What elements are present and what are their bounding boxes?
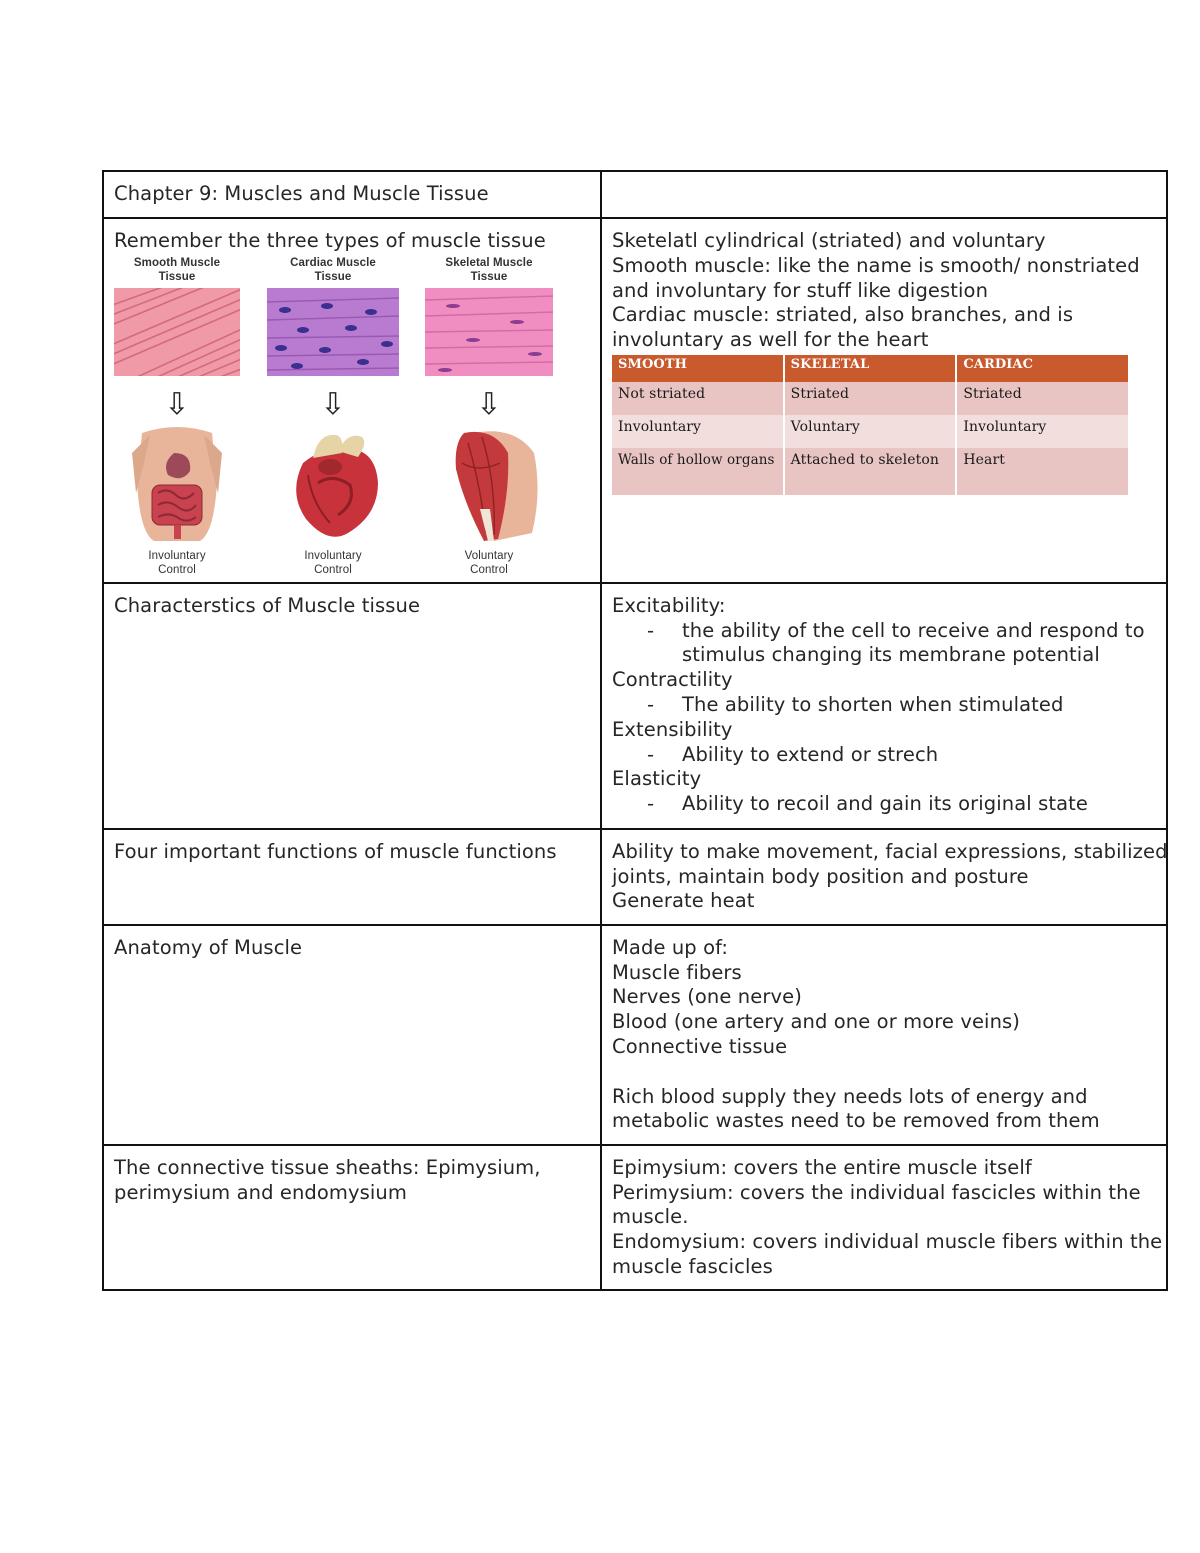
down-arrow-icon: ⇩ [164, 386, 190, 422]
note-line: Generate heat [612, 889, 755, 913]
note-line: joints, maintain body position and posture [612, 864, 1029, 888]
comparison-cell: Involuntary [955, 415, 1128, 448]
note-line: Ability to make movement, facial expressions, stabilized [612, 839, 1168, 863]
row-heading: Characterstics of Muscle tissue [114, 593, 421, 617]
note-line: Made up of: [612, 935, 729, 959]
table-row [103, 583, 1167, 829]
cardiac-muscle-micrograph [267, 288, 399, 376]
control-caption: Control [470, 564, 508, 577]
row-heading: Remember the three types of muscle tissue [114, 229, 546, 252]
chapter-title: Chapter 9: Muscles and Muscle Tissue [114, 182, 489, 205]
note-line: Epimysium: covers the entire muscle itself [612, 1155, 1032, 1179]
cell-functions-notes [601, 829, 1167, 925]
note-line: Sketelatl cylindrical (striated) and voluntary [612, 229, 1046, 252]
down-arrow-icon: ⇩ [320, 386, 346, 422]
comparison-cell: Not striated [618, 385, 706, 402]
dash-bullet: - [647, 692, 655, 716]
note-line: Perimysium: covers the individual fascicles within the [612, 1180, 1141, 1204]
muscle-comparison-table [612, 355, 1128, 495]
row-heading: perimysium and endomysium [114, 1180, 407, 1204]
row-heading: Four important functions of muscle functions [114, 839, 557, 863]
comparison-cell: Heart [955, 448, 1128, 495]
comparison-header [612, 355, 1128, 382]
cell-empty [601, 171, 1167, 218]
note-line: Smooth muscle: like the name is smooth/ nonstriated [612, 253, 1140, 277]
cell-characteristics [103, 583, 601, 829]
cell-sheaths-notes [601, 1145, 1167, 1290]
comparison-row [612, 415, 1128, 448]
note-line: Rich blood supply they needs lots of energy and [612, 1084, 1088, 1108]
bullet-item [612, 792, 1156, 817]
note-line: Extensibility [612, 717, 733, 741]
cell-characteristics-notes [601, 583, 1167, 829]
bullet-text: stimulus changing its membrane potential [682, 643, 1100, 667]
comparison-cell: Walls of hollow organs [618, 451, 775, 468]
tissue-caption: Tissue [314, 270, 352, 283]
note-line: Cardiac muscle: striated, also branches, and is [612, 303, 1074, 327]
skeletal-muscle-micrograph [425, 288, 553, 376]
row-heading: Anatomy of Muscle [114, 935, 303, 959]
cell-sheaths [103, 1145, 601, 1290]
tissue-caption: Smooth Muscle [133, 256, 221, 269]
control-caption: Involuntary [304, 550, 362, 563]
bullet-text: Ability to extend or strech [682, 742, 939, 766]
bullet-item [612, 743, 1156, 768]
bullet-text: the ability of the cell to receive and respond to [682, 618, 1145, 642]
control-caption: Voluntary [464, 550, 514, 563]
header-smooth: SMOOTH [618, 356, 687, 372]
heart-icon [278, 423, 388, 543]
note-line: Endomysium: covers individual muscle fibers within the [612, 1230, 1163, 1254]
note-line: involuntary as well for the heart [612, 328, 929, 352]
cell-anatomy [103, 925, 601, 1145]
control-caption: Involuntary [148, 550, 206, 563]
bullet-item [612, 693, 1156, 718]
comparison-row [612, 448, 1128, 495]
smooth-muscle-micrograph [114, 288, 240, 376]
table-row [103, 218, 1167, 583]
note-line: and involuntary for stuff like digestion [612, 278, 989, 302]
tissue-caption: Tissue [470, 270, 508, 283]
arm-muscle-icon [434, 423, 544, 543]
note-line: Nerves (one nerve) [612, 985, 802, 1009]
header-skeletal: SKELETAL [783, 355, 956, 382]
comparison-row [612, 382, 1128, 415]
header-cardiac: CARDIAC [955, 355, 1128, 382]
dash-bullet: - [647, 618, 655, 642]
notes-table [102, 170, 1168, 1291]
tissue-caption: Tissue [158, 270, 196, 283]
bullet-text: Ability to recoil and gain its original state [682, 792, 1088, 816]
bullet-text: The ability to shorten when stimulated [682, 692, 1064, 716]
comparison-cell: Involuntary [618, 418, 702, 435]
digestive-organs-icon [122, 423, 232, 543]
blank-line [612, 1060, 1156, 1085]
note-line: Muscle fibers [612, 960, 742, 984]
bullet-item [612, 619, 1156, 644]
cell-chapter-title [103, 171, 601, 218]
comparison-cell: Striated [955, 382, 1128, 415]
skeletal-muscle-column [419, 256, 559, 578]
comparison-cell: Striated [783, 382, 956, 415]
smooth-muscle-column [107, 256, 247, 578]
tissue-caption: Cardiac Muscle [290, 256, 376, 269]
cell-functions [103, 829, 601, 925]
note-line: muscle. [612, 1205, 689, 1229]
note-line: Elasticity [612, 767, 702, 791]
note-line: Excitability: [612, 593, 726, 617]
note-line: Connective tissue [612, 1034, 788, 1058]
note-line: metabolic wastes need to be removed from them [612, 1109, 1100, 1133]
table-row [103, 1145, 1167, 1290]
row-heading: The connective tissue sheaths: Epimysium, [114, 1155, 541, 1179]
muscle-tissue-figure [114, 256, 584, 577]
cell-three-types [103, 218, 601, 583]
control-caption: Control [158, 564, 196, 577]
comparison-cell: Attached to skeleton [783, 448, 956, 495]
tissue-caption: Skeletal Muscle [445, 256, 533, 269]
table-row [103, 171, 1167, 218]
comparison-cell: Voluntary [783, 415, 956, 448]
down-arrow-icon: ⇩ [476, 386, 502, 422]
note-line: Contractility [612, 668, 733, 692]
cardiac-muscle-column [263, 256, 403, 578]
cell-muscle-types-notes [601, 218, 1167, 583]
dash-bullet: - [647, 742, 655, 766]
bullet-continuation [612, 643, 1156, 668]
note-line: Blood (one artery and one or more veins) [612, 1010, 1020, 1034]
control-caption: Control [314, 564, 352, 577]
table-row [103, 925, 1167, 1145]
cell-anatomy-notes [601, 925, 1167, 1145]
table-row [103, 829, 1167, 925]
note-line: muscle fascicles [612, 1254, 773, 1278]
dash-bullet: - [647, 792, 655, 816]
